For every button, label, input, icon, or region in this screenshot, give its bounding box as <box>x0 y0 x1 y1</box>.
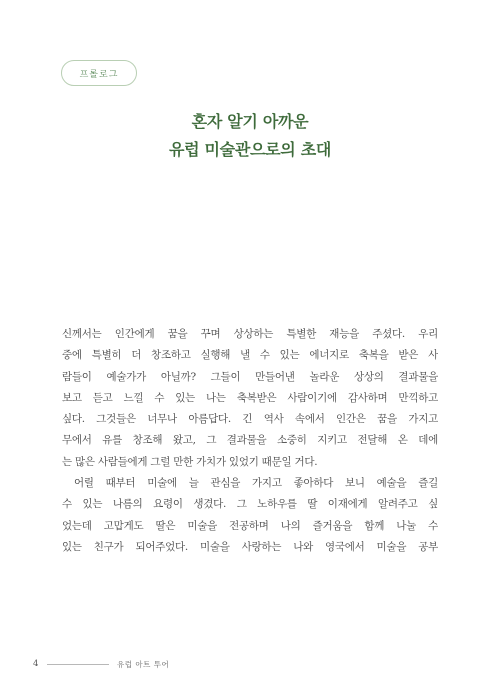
body-line: 중에 특별히 더 창조하고 실행해 낼 수 있는 에너지로 축복을 받은 사 <box>62 349 438 362</box>
body-line: 람들이 예술가가 아닐까? 그들이 만들어낸 놀라운 상상의 결과물을 <box>62 370 438 383</box>
body-line: 보고 듣고 느낄 수 있는 나는 축복받은 사람이기에 감사하며 만끽하고 <box>62 391 438 404</box>
body-paragraphs <box>62 324 438 558</box>
body-line: 신께서는 인간에게 꿈을 꾸며 상상하는 특별한 재능을 주셨다. 우리 <box>62 328 438 340</box>
body-line: 싶다. 그것들은 너무나 아름답다. 긴 역사 속에서 인간은 꿈을 가지고 <box>62 413 438 426</box>
body-line: 있는 친구가 되어주었다. 미술을 사랑하는 나와 영국에서 미술을 공부 <box>62 540 438 553</box>
running-book-title: 유럽 아트 투어 <box>117 659 170 669</box>
body-line: 무에서 유를 창조해 왔고, 그 결과물을 소중히 지키고 전달해 온 데에 <box>62 434 438 447</box>
chapter-title-line-1: 혼자 알기 아까운 <box>191 112 309 131</box>
page-footer <box>33 657 169 671</box>
footer-divider <box>47 664 109 665</box>
body-line: 는 많은 사람들에게 그럴 만한 가치가 있었기 때문일 거다. <box>62 455 318 468</box>
body-line: 어릴 때부터 미술에 늘 관심을 가지고 좋아하다 보니 예술을 즐길 <box>74 477 438 490</box>
section-label-badge <box>61 60 137 86</box>
section-label-text: 프롤로그 <box>79 69 119 80</box>
page-number: 4 <box>33 659 39 669</box>
body-line: 었는데 고맙게도 딸은 미술을 전공하며 나의 즐거움을 함께 나눌 수 <box>62 519 438 532</box>
body-line: 수 있는 나름의 요령이 생겼다. 그 노하우를 딸 이재에게 알려주고 싶 <box>62 498 438 511</box>
chapter-title-line-2: 유럽 미술관으로의 초대 <box>168 140 332 159</box>
chapter-title <box>0 108 500 164</box>
